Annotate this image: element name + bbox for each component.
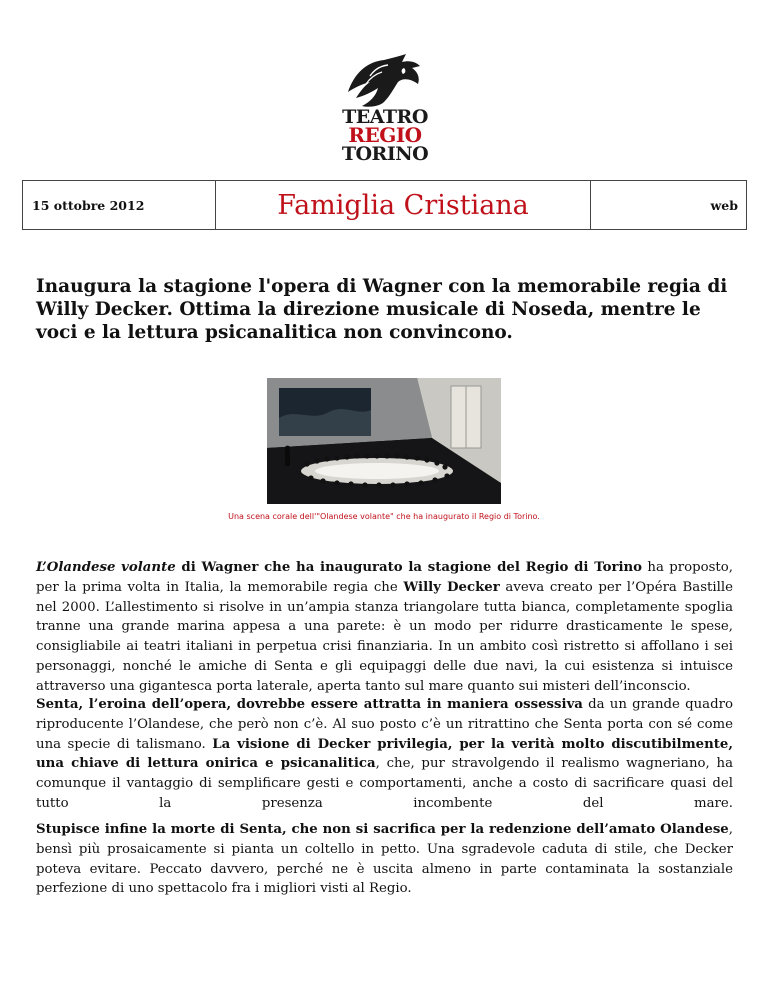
opera-title: L’Olandese volante bbox=[36, 560, 176, 575]
p3-bold-lead: Stupisce infine la morte di Senta, che non si sacrifica per la redenzione dell’amato Olandese bbox=[36, 822, 729, 837]
teatro-regio-logo bbox=[330, 52, 440, 164]
horse-head-icon bbox=[340, 52, 426, 110]
article-paragraph-1 bbox=[36, 558, 733, 697]
stage-photo bbox=[267, 378, 501, 504]
header-publication: Famiglia Cristiana bbox=[216, 181, 591, 229]
p1-text-rest: aveva creato per l’Opéra Bastille nel 2000. L’allestimento si risolve in un’ampia stanza triangolare tutta bianca, completamente spoglia tranne una grande marina appesa a una parete: è un modo per ridurre drasticamente le spese, consigliabile ai teatri italiani in perpetua crisi finanziaria. In un ambito così ristretto si affollano i sei personaggi, nonché le amiche di Senta e gli equipaggi delle due navi, la cui esistenza si intuisce attraverso una gigantesca porta laterale, aperta tanto sul mare quanto sui misteri dell’inconscio. bbox=[36, 579, 733, 694]
director-name: Willy Decker bbox=[403, 579, 500, 595]
p2-bold-mid: La visione di Decker privilegia, per la verità molto discutibilmente, una chiave di lettura onirica e psicanalitica bbox=[36, 736, 733, 772]
header-medium: web bbox=[710, 197, 738, 213]
p1-bold-lead: di Wagner che ha inaugurato la stagione del Regio di Torino bbox=[175, 560, 643, 575]
logo-line-teatro: TEATRO bbox=[342, 106, 428, 128]
header-date: 15 ottobre 2012 bbox=[23, 181, 216, 229]
article-headline: Inaugura la stagione l'opera di Wagner con la memorabile regia di Willy Decker. Ottima la direzione musicale di Noseda, mentre le voci e la lettura psicanalitica non convincono. bbox=[36, 276, 728, 343]
article-paragraph-3 bbox=[36, 820, 733, 899]
p1-text: ha proposto, per la prima volta in Italia, la memorabile regia che bbox=[36, 560, 733, 595]
article-paragraph-2 bbox=[36, 695, 733, 814]
photo-caption: Una scena corale dell'"Olandese volante" che ha inaugurato il Regio di Torino. bbox=[228, 512, 540, 521]
p2-text-rest: , che, pur stravolgendo il realismo wagneriano, ha comunque il vantaggio di semplificare gesti e comportamenti, anche a costo di sacrificare quasi del tutto la presenza incombente del mare. bbox=[36, 756, 733, 811]
p2-bold-lead: Senta, l’eroina dell’opera, dovrebbe essere attratta in maniera ossessiva bbox=[36, 697, 583, 712]
p2-text: da un grande quadro riproducente l’Olandese, che però non c’è. Al suo posto c’è un ritrattino che Senta porta con sé come una specie di talismano. bbox=[36, 697, 733, 752]
press-header-table bbox=[22, 180, 747, 230]
logo-line-regio: REGIO bbox=[348, 123, 422, 147]
logo-line-torino: TORINO bbox=[341, 143, 429, 165]
p3-text: , bensì più prosaicamente si pianta un coltello in petto. Una sgradevole caduta di stile, che Decker poteva evitare. Peccato davvero, perché ne è uscita almeno in parte contaminata la sostanziale perfezione di uno spettacolo fra i migliori visti al Regio. bbox=[36, 822, 733, 897]
